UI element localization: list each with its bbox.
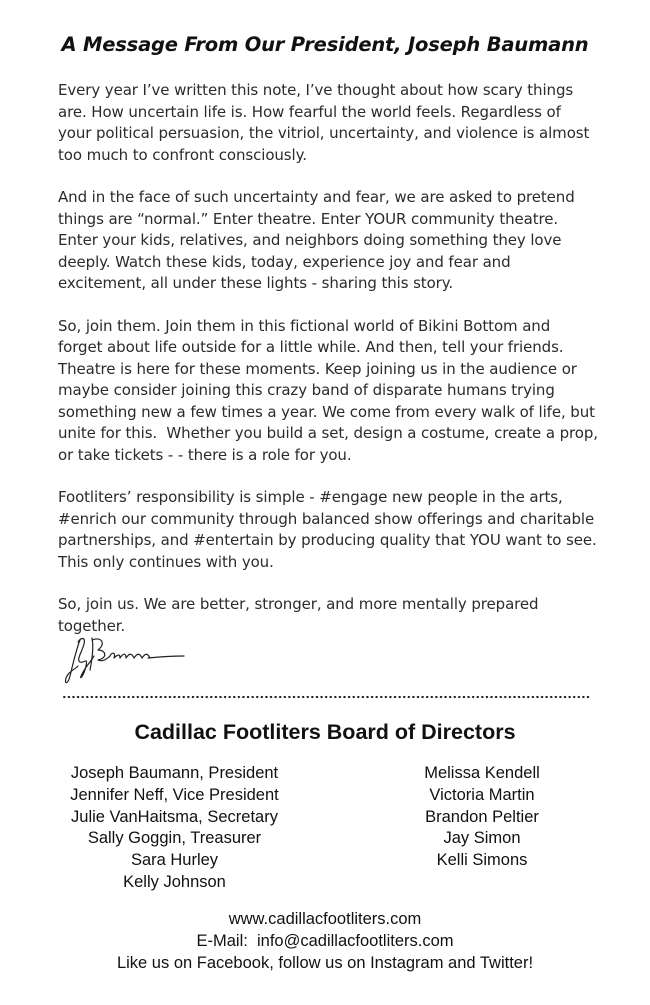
dotted-divider [62,694,590,700]
board-list-left [52,763,297,894]
letter-paragraph: Every year I’ve written this note, I’ve thought about how scary things are. How uncertain life is. How fearful the world feels. Regardless of your political persuasion, the vitriol, uncertainty, and violence is almost too much to confront consciously. [58,81,594,164]
email-link[interactable]: E-Mail: info@cadillacfootliters.com [196,932,454,950]
letter-paragraph: So, join us. We are better, stronger, and more mentally prepared together. [58,595,544,635]
letter-paragraph: So, join them. Join them in this fictional world of Bikini Bottom and forget about life outside for a little while. And then, tell your friends. Theatre is here for these moments. Keep joining us in the audience or maybe consider joining this crazy band of disparate humans trying something new a few times a year. We come from every walk of life, but unite for this. Whether you build a set, design a costume, create a prop, or take tickets - - there is a role for you. [58,316,603,464]
page-title: A Message From Our President, Joseph Baumann [61,33,589,56]
board-member: Kelli Simons [436,851,528,870]
board-member: Brandon Peltier [425,807,539,826]
board-member: Julie VanHaitsma, Secretary [71,807,278,826]
board-list-right [382,763,582,872]
letter-paragraph: And in the face of such uncertainty and fear, we are asked to pretend things are “normal.” Enter theatre. Enter YOUR community theatre. Enter your kids, relatives, and neighbors doing something they love deeply. Watch these kids, today, experience joy and fear and excitement, all under these lights - sharing this story. [58,188,580,292]
board-member: Sally Goggin, Treasurer [87,829,262,848]
board-member: Sara Hurley [130,851,219,870]
board-member: Melissa Kendell [424,764,540,782]
board-member: Jay Simon [443,829,521,848]
board-member: Jennifer Neff, Vice President [70,785,279,804]
board-title: Cadillac Footliters Board of Directors [134,720,516,744]
board-member: Joseph Baumann, President [70,764,279,782]
website-link[interactable]: www.cadillacfootliters.com [228,910,422,928]
letter-paragraph: Footliters’ responsibility is simple - #engage new people in the arts, #enrich our community through balanced show offerings and charitable partnerships, and #entertain by producing quality that YOU want to see. This only continues with you. [58,488,606,571]
board-member: Kelly Johnson [123,872,226,891]
social-text: Like us on Facebook, follow us on Instagram and Twitter! [116,954,534,972]
board-member: Victoria Martin [429,785,535,804]
contact-info [0,908,650,974]
signature-image [62,630,192,690]
president-letter [58,80,606,658]
